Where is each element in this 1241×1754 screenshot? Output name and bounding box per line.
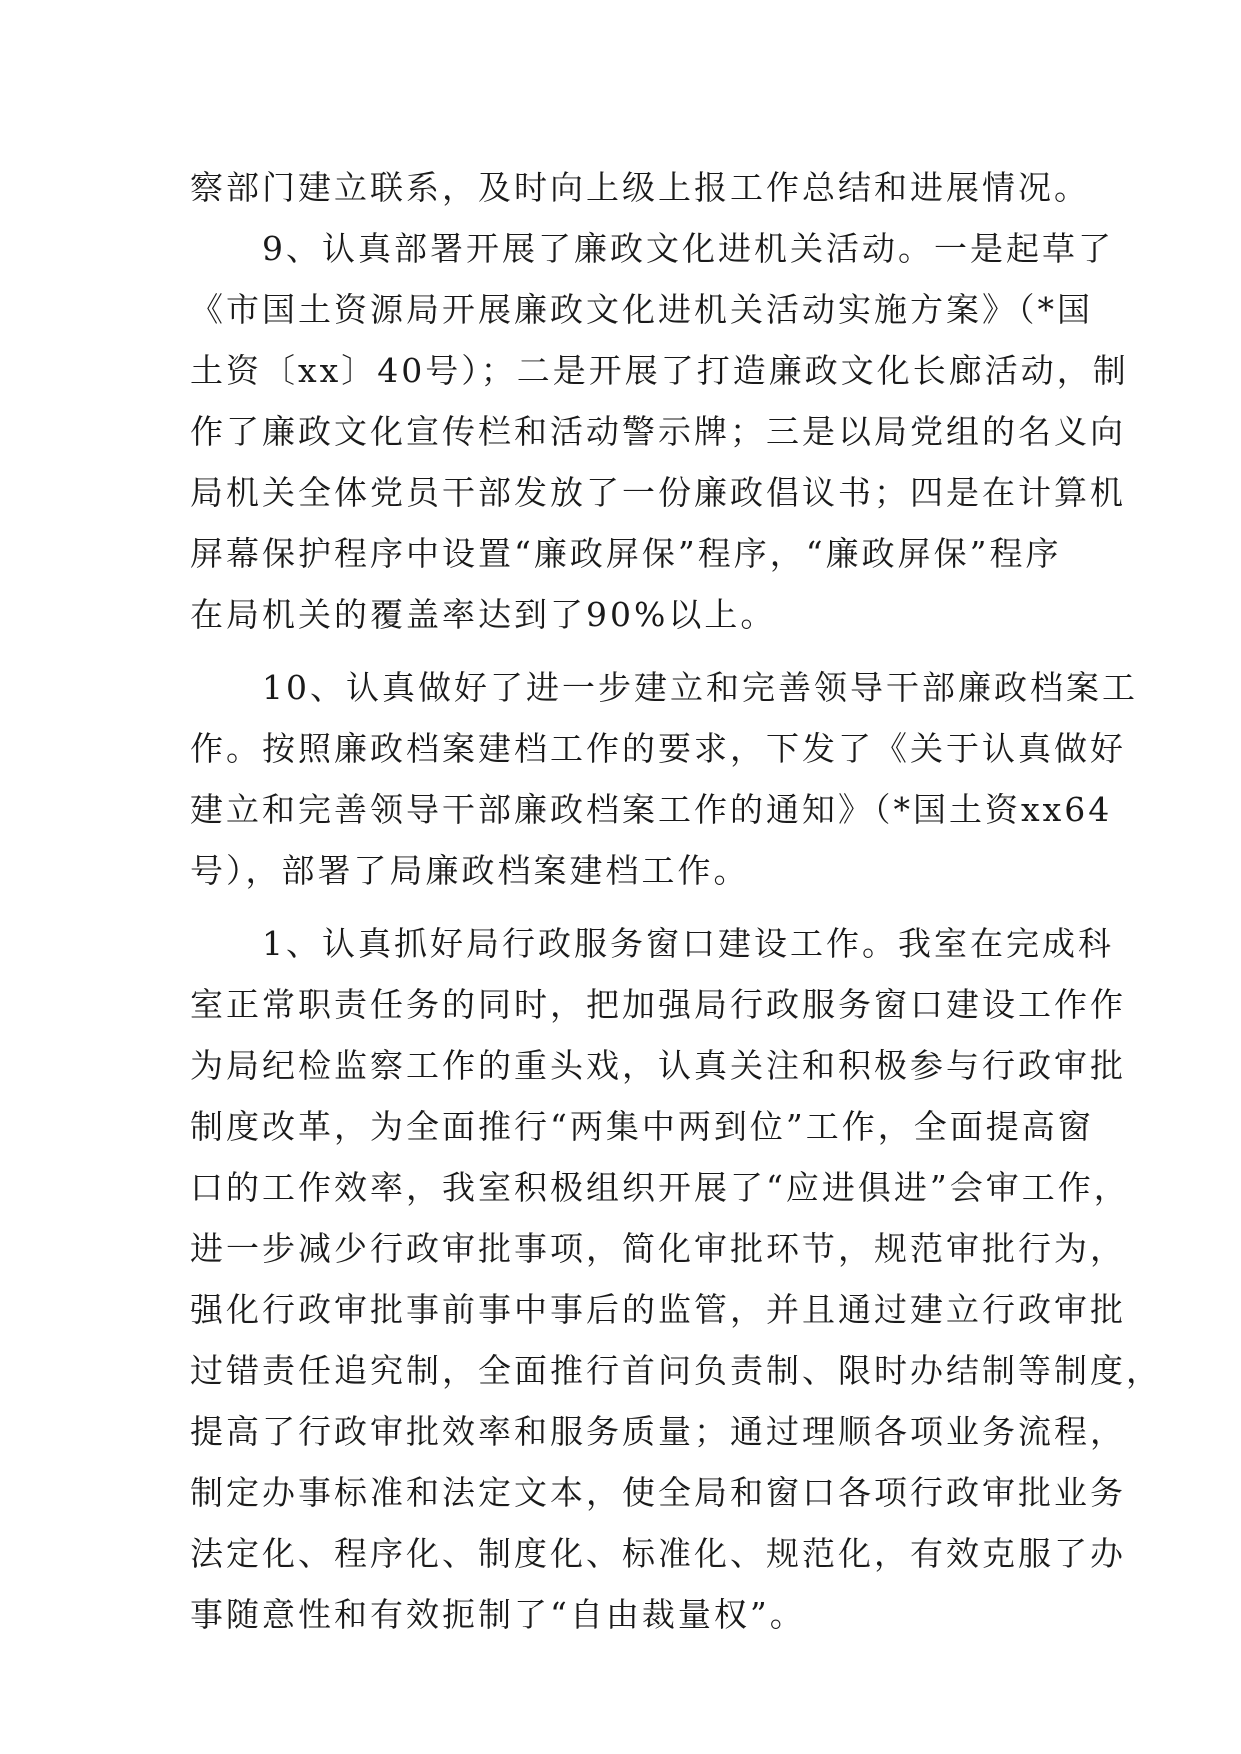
text-line: 屏幕保护程序中设置“廉政屏保”程序，“廉政屏保”程序 bbox=[190, 534, 1062, 573]
text-line: 制度改革，为全面推行“两集中两到位”工作，全面提高窗 bbox=[190, 1107, 1094, 1146]
text-line: 提高了行政审批效率和服务质量；通过理顺各项业务流程， bbox=[190, 1412, 1126, 1451]
text-line: 强化行政审批事前事中事后的监管，并且通过建立行政审批 bbox=[190, 1290, 1126, 1329]
text-line: 作。按照廉政档案建档工作的要求，下发了《关于认真做好 bbox=[190, 729, 1126, 768]
text-line: 《市国土资源局开展廉政文化进机关活动实施方案》（*国 bbox=[190, 290, 1093, 329]
text-line: 建立和完善领导干部廉政档案工作的通知》（*国土资xx64 bbox=[190, 790, 1113, 829]
text-line: 9、认真部署开展了廉政文化进机关活动。一是起草了 bbox=[190, 229, 1114, 268]
text-line: 局机关全体党员干部发放了一份廉政倡议书；四是在计算机 bbox=[190, 473, 1126, 512]
text-line: 土资〔xx〕40号）；二是开展了打造廉政文化长廊活动，制 bbox=[190, 351, 1129, 390]
text-line: 察部门建立联系，及时向上级上报工作总结和进展情况。 bbox=[190, 168, 1090, 207]
text-line: 为局纪检监察工作的重头戏，认真关注和积极参与行政审批 bbox=[190, 1046, 1126, 1085]
text-line: 10、认真做好了进一步建立和完善领导干部廉政档案工 bbox=[190, 668, 1138, 707]
paragraph-spacing bbox=[190, 901, 1050, 913]
text-line: 在局机关的覆盖率达到了90%以上。 bbox=[190, 595, 777, 634]
document-body bbox=[190, 157, 1162, 1645]
text-line: 法定化、程序化、制度化、标准化、规范化，有效克服了办 bbox=[190, 1534, 1126, 1573]
paragraph bbox=[190, 913, 1162, 1645]
text-line: 过错责任追究制，全面推行首问负责制、限时办结制等制度， bbox=[190, 1351, 1162, 1390]
paragraph-spacing bbox=[190, 645, 1050, 657]
text-line: 事随意性和有效扼制了“自由裁量权”。 bbox=[190, 1595, 806, 1634]
text-line: 作了廉政文化宣传栏和活动警示牌；三是以局党组的名义向 bbox=[190, 412, 1126, 451]
paragraph bbox=[190, 157, 1090, 218]
text-line: 口的工作效率，我室积极组织开展了“应进俱进”会审工作， bbox=[190, 1168, 1130, 1207]
paragraph bbox=[190, 218, 1129, 645]
text-line: 室正常职责任务的同时，把加强局行政服务窗口建设工作作 bbox=[190, 985, 1126, 1024]
paragraph bbox=[190, 657, 1138, 901]
text-line: 1、认真抓好局行政服务窗口建设工作。我室在完成科 bbox=[190, 924, 1114, 963]
text-line: 进一步减少行政审批事项，简化审批环节，规范审批行为， bbox=[190, 1229, 1126, 1268]
text-line: 号），部署了局廉政档案建档工作。 bbox=[190, 851, 750, 890]
text-line: 制定办事标准和法定文本，使全局和窗口各项行政审批业务 bbox=[190, 1473, 1126, 1512]
